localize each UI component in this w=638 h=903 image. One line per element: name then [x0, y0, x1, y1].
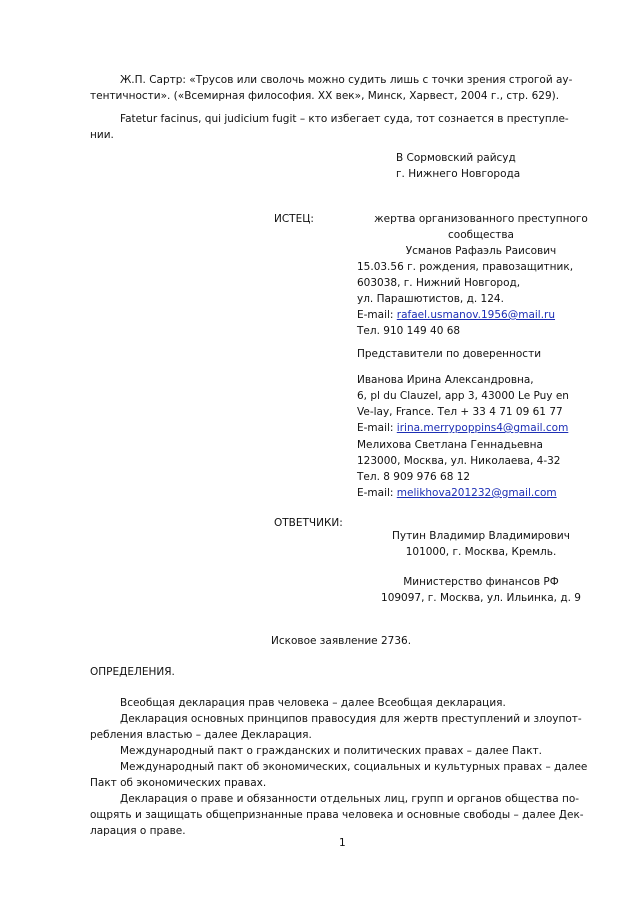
definition-5-line2: ощрять и защищать общепризнанные права человека и основные свободы – далее Дек-	[90, 809, 584, 821]
rep2-email-label: E-mail:	[357, 487, 397, 499]
defendant-1-address: 101000, г. Москва, Кремль.	[405, 546, 557, 558]
epigraph-latin	[90, 111, 590, 143]
epigraph-sartre-line1: Ж.П. Сартр: «Трусов или сволочь можно судить лишь с точки зрения строгой ау-	[120, 74, 573, 86]
plaintiff-role-line1: жертва организованного преступного	[374, 213, 588, 225]
definitions-heading: ОПРЕДЕЛЕНИЯ.	[90, 666, 175, 678]
definition-5-line1: Декларация о праве и обязанности отдельных лиц, групп и органов общества по-	[120, 793, 580, 805]
plaintiff-details	[357, 259, 573, 339]
definition-5-line3: ларация о праве.	[90, 825, 186, 837]
rep1-address1: 6, pl du Clauzel, app 3, 43000 Le Puy en	[357, 390, 569, 402]
plaintiff-role	[357, 211, 605, 259]
plaintiff-address2: ул. Парашютистов, д. 124.	[357, 293, 504, 305]
defendant-2-name: Министерство финансов РФ	[403, 576, 559, 588]
plaintiff-role-line2: сообщества	[448, 229, 514, 241]
court-name-line2: г. Нижнего Новгорода	[396, 168, 521, 180]
plaintiff-birth: 15.03.56 г. рождения, правозащитник,	[357, 261, 574, 273]
rep1-address2: Ve-lay, France. Тел + 33 4 71 09 61 77	[357, 406, 563, 418]
defendants-label: ОТВЕТЧИКИ:	[274, 517, 343, 529]
plaintiff-name: Усманов Рафаэль Раисович	[405, 245, 557, 257]
rep2-email-row	[357, 485, 560, 501]
rep2-phone: Тел. 8 909 976 68 12	[357, 471, 471, 483]
defendant-2	[357, 574, 605, 606]
plaintiff-email-link[interactable]: rafael.usmanov.1956@mail.ru	[396, 309, 556, 321]
court-name-line1: В Сормовский райсуд	[396, 152, 516, 164]
plaintiff-phone: Тел. 910 149 40 68	[357, 325, 461, 337]
definitions-list	[90, 695, 590, 839]
epigraph-sartre-line2: тентичности». («Всемирная философия. XX век», Минск, Харвест, 2004 г., стр. 629).	[90, 90, 560, 102]
rep1-email-link[interactable]: irina.merrypoppins4@gmail.com	[396, 422, 569, 434]
definition-4-line1: Международный пакт об экономических, социальных и культурных правах – далее	[120, 761, 588, 773]
plaintiff-label: ИСТЕЦ:	[274, 213, 314, 225]
defendant-1	[357, 528, 605, 560]
representative-1	[357, 372, 569, 436]
plaintiff-email-label: E-mail:	[357, 309, 397, 321]
rep2-email-link[interactable]: melikhova201232@gmail.com	[396, 487, 557, 499]
defendant-1-name: Путин Владимир Владимирович	[392, 530, 570, 542]
epigraph-latin-line2: нии.	[90, 129, 114, 141]
definition-2-line2: ребления властью – далее Декларация.	[90, 729, 312, 741]
definition-2-line1: Декларация основных принципов правосудия для жертв преступлений и злоупот-	[120, 713, 582, 725]
epigraph-sartre	[90, 72, 590, 104]
plaintiff-address1: 603038, г. Нижний Новгород,	[357, 277, 521, 289]
representative-2	[357, 437, 560, 501]
representatives-heading: Представители по доверенности	[357, 348, 542, 360]
rep1-email-label: E-mail:	[357, 422, 397, 434]
rep1-name: Иванова Ирина Александровна,	[357, 374, 534, 386]
claim-title: Исковое заявление 2736.	[271, 635, 412, 647]
epigraph-latin-line1: Fatetur facinus, qui judicium fugit – кто избегает суда, тот сознается в преступле-	[120, 113, 569, 125]
rep1-email-row	[357, 420, 569, 436]
definition-4-line2: Пакт об экономических правах.	[90, 777, 267, 789]
definition-3: Международный пакт о гражданских и политических правах – далее Пакт.	[120, 745, 542, 757]
rep2-address: 123000, Москва, ул. Николаева, 4-32	[357, 455, 561, 467]
defendant-2-address: 109097, г. Москва, ул. Ильинка, д. 9	[381, 592, 581, 604]
rep2-name: Мелихова Светлана Геннадьевна	[357, 439, 543, 451]
definition-1: Всеобщая декларация прав человека – далее Всеобщая декларация.	[120, 697, 506, 709]
plaintiff-email-row	[357, 307, 573, 323]
page-number: 1	[339, 837, 346, 849]
